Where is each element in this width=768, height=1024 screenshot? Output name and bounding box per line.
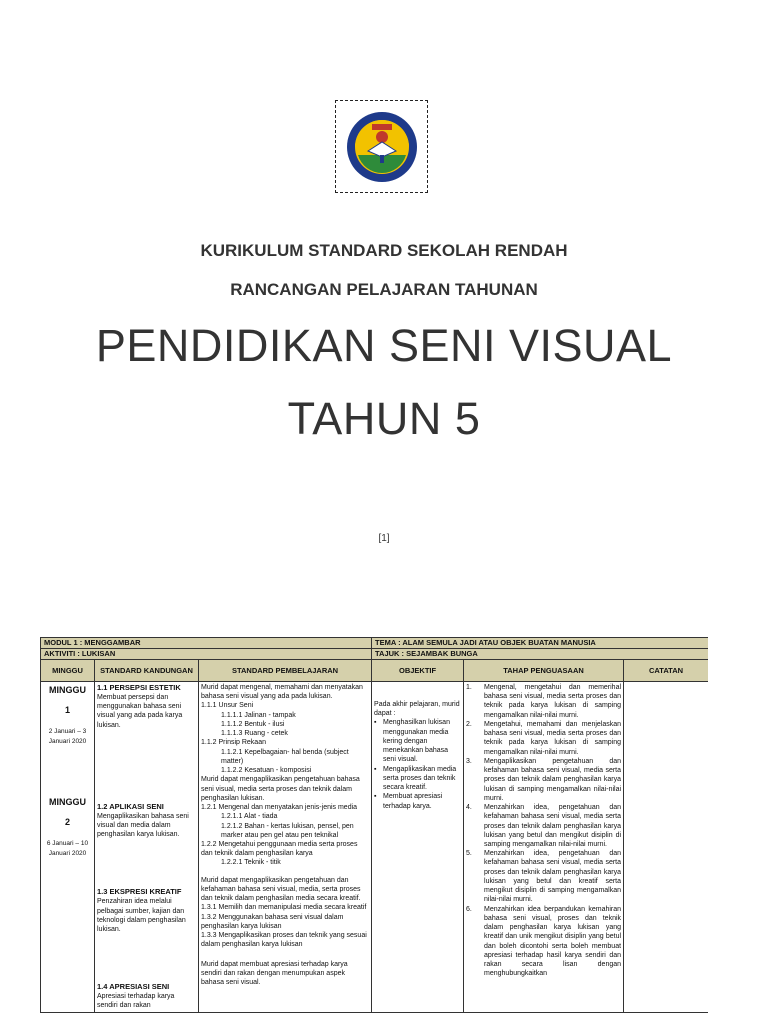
list-item: ▪ Mengaplikasikan media serta proses dan teknik secara kreatif. [374,765,461,793]
sp-text: 1.2.1 Mengenal dan menyatakan jenis-jenis media [201,804,358,812]
sk-block [97,887,196,934]
objektif-cell [372,682,464,1013]
week-label: MINGGU [49,685,86,695]
tema-cell: TEMA : ALAM SEMULA JADI ATAU OBJEK BUATAN MANUSIA [372,638,708,649]
sp-text: 1.1.1.3 Ruang - cetek [221,730,288,738]
tp-number: 2. [466,720,472,728]
standard-kandungan-cell [95,682,199,1013]
sp-block [201,683,369,775]
list-item [466,905,621,979]
sk-title: 1.4 APRESIASI SENI [97,982,170,992]
school-seal-icon [346,111,418,183]
tp-text: Menzahirkan idea berpandukan kemahiran bahasa seni visual, proses dan teknik dalam penghasilan karya lukisan yang kreatif dan unik mengikut disiplin yang betul dan boleh dicontohi serta boleh membuat apresiasi terhadap hasil karya sendiri dan rakan secara lisan dengan menghubungkaitkan [484,905,622,978]
sk-desc: Membuat persepsi dan menggunakan bahasa seni visual yang ada pada karya lukisan. [97,693,183,729]
list-item [466,849,621,904]
sp-text: 1.1.1 Unsur Seni [201,702,254,710]
col-objektif: OBJEKTIF [372,660,464,682]
tahap-list [466,683,621,979]
modul-cell: MODUL 1 : MENGGAMBAR [41,638,372,649]
sp-text: 1.2.2 Mengetahui penggunaan media serta proses dan teknik dalam penghasilan karya [201,840,358,858]
sp-text: 1.3.2 Menggunakan bahasa seni visual dalam penghasilan karya lukisan [201,913,344,930]
list-item [466,720,621,757]
objektif-intro: Pada akhir pelajaran, murid dapat : [374,701,460,718]
week-date: 2 Januari – 3 Januari 2020 [48,727,87,745]
standard-pembelajaran-cell [199,682,372,1013]
sp-text: 1.1.1.2 Bentuk - ilusi [221,720,285,728]
sp-text: 1.2.1.2 Bahan - kertas lukisan, pensel, pen marker atau pen gel atau pen teknikal [221,822,354,839]
sp-text: 1.1.1.1 Jalinan - tampak [221,711,296,719]
curriculum-heading: KURIKULUM STANDARD SEKOLAH RENDAH [200,241,568,260]
list-item [466,683,621,720]
week-date: 6 Januari – 10 Januari 2020 [46,839,89,857]
sk-title: 1.2 APLIKASI SENI [97,801,164,811]
activity-row [41,649,709,660]
catatan-cell [624,682,708,1013]
sp-text: Murid dapat membuat apresiasi terhadap karya sendiri dan rakan dengan menumpukan aspek bahasa seni visual. [201,960,348,987]
school-logo-frame [335,100,428,193]
sp-text: 1.1.2.2 Kesatuan - komposisi [221,767,312,775]
col-standard-kandungan: STANDARD KANDUNGAN [95,660,199,682]
sk-desc: Apresiasi terhadap karya sendiri dan rakan [97,993,175,1010]
plan-heading: RANCANGAN PELAJARAN TAHUNAN [230,280,538,299]
sk-title: 1.3 EKSPRESI KREATIF [97,887,182,897]
module-row [41,638,709,649]
lesson-plan-table-wrapper [40,637,708,1024]
list-item: ▪ Membuat apresiasi terhadap karya. [374,792,461,810]
tp-number: 5. [466,850,472,858]
lesson-plan-table [40,637,708,1013]
footnote-marker: [1] [378,533,390,544]
sp-text: Murid dapat mengenal, memahami dan menyatakan bahasa seni visual yang ada pada lukisan. [201,684,363,701]
week-cell [41,682,95,1013]
list-item: ▪ Menghasilkan lukisan menggunakan media kering dengan menekankan bahasa seni visual. [374,718,461,764]
sp-block [201,876,369,950]
sp-text: 1.3.1 Memilih dan memanipulasi media secara kreatif [201,904,367,912]
sp-text: 1.3.3 Mengaplikasikan proses dan teknik yang sesuai dalam penghasilan karya lukisan [201,932,367,949]
tp-number: 1. [466,684,472,691]
sk-title: 1.1 PERSEPSI ESTETIK [97,683,181,692]
col-catatan: CATATAN [624,660,708,682]
sp-text: Murid dapat mengaplikasikan pengetahuan dan kefahaman bahasa seni visual, media, serta proses dan teknik dalam penghasilan media secara kreatif. [201,876,361,903]
tp-text: Mengaplikasikan pengetahuan dan kefahaman bahasa seni visual, media serta proses dan teknik dalam penghasilan karya lukisan di samping mengamalkan nilai-nilai murni. [484,757,622,802]
tp-text: Menzahirkan idea, pengetahuan dan kefahaman bahasa seni visual, media serta proses dan teknik dalam penghasilan karya lukisan yang betul dan mengikut disiplin di samping mengamalkan nilai-nilai murni. [484,804,622,848]
sp-text: 1.2.2.1 Teknik - titik [221,859,281,867]
week-number: 1 [64,704,70,715]
tp-number: 6. [466,905,472,913]
list-item [466,757,621,803]
column-header-row [41,660,709,682]
sp-text: 1.1.2.1 Kepelbagaian- hal benda (subject matter) [221,748,349,765]
sk-block [97,802,196,840]
table-row [41,682,709,1013]
sp-block [201,775,369,867]
sp-text: 1.1.2 Prinsip Rekaan [201,739,266,747]
tp-number: 3. [466,757,472,765]
tp-number: 4. [466,804,472,812]
sp-block [201,960,369,988]
tahap-penguasaan-cell [464,682,624,1013]
col-standard-pembelajaran: STANDARD PEMBELAJARAN [199,660,372,682]
subject-title: PENDIDIKAN SENI VISUAL [95,320,673,371]
col-minggu: MINGGU [41,660,95,682]
tajuk-cell: TAJUK : SEJAMBAK BUNGA [372,649,708,660]
list-item [466,803,621,849]
year-title: TAHUN 5 [287,393,481,444]
sp-text: Murid dapat mengaplikasikan pengetahuan bahasa seni visual, media serta proses dan teknik dalam penghasilan lukisan. [201,776,360,802]
week-label: MINGGU [49,796,86,807]
sk-desc: Penzahiran idea melalui pelbagai sumber, kajian dan teknologi dalam penghasilan lukisan. [97,898,186,934]
tp-text: Menzahirkan idea, pengetahuan dan kefahaman bahasa seni visual, media serta proses dan teknik dalam penghasilan karya lukisan yang betul dan kreatif serta mengikut disiplin di samping mengamalkan nilai-nilai murni. [484,850,622,904]
objektif-list [374,718,461,810]
sp-text: 1.2.1.1 Alat - tiada [221,813,278,821]
tp-text: Mengenal, mengetahui dan memerihal bahasa seni visual, media serta proses dan teknik pada karya lukisan di samping mengamalkan nilai-nilai murni. [484,684,622,719]
week-number: 2 [64,816,70,827]
sk-desc: Mengaplikasikan bahasa seni visual dan media dalam penghasilan karya lukisan. [97,812,189,839]
sk-block [97,982,196,1010]
sk-block [97,683,196,730]
aktiviti-cell: AKTIVITI : LUKISAN [41,649,372,660]
tp-text: Mengetahui, memahami dan menjelaskan bahasa seni visual, media serta proses dan teknik pada karya lukisan di samping mengamalkan nilai-nilai murni. [484,720,622,756]
col-tahap-penguasaan: TAHAP PENGUASAAN [464,660,624,682]
